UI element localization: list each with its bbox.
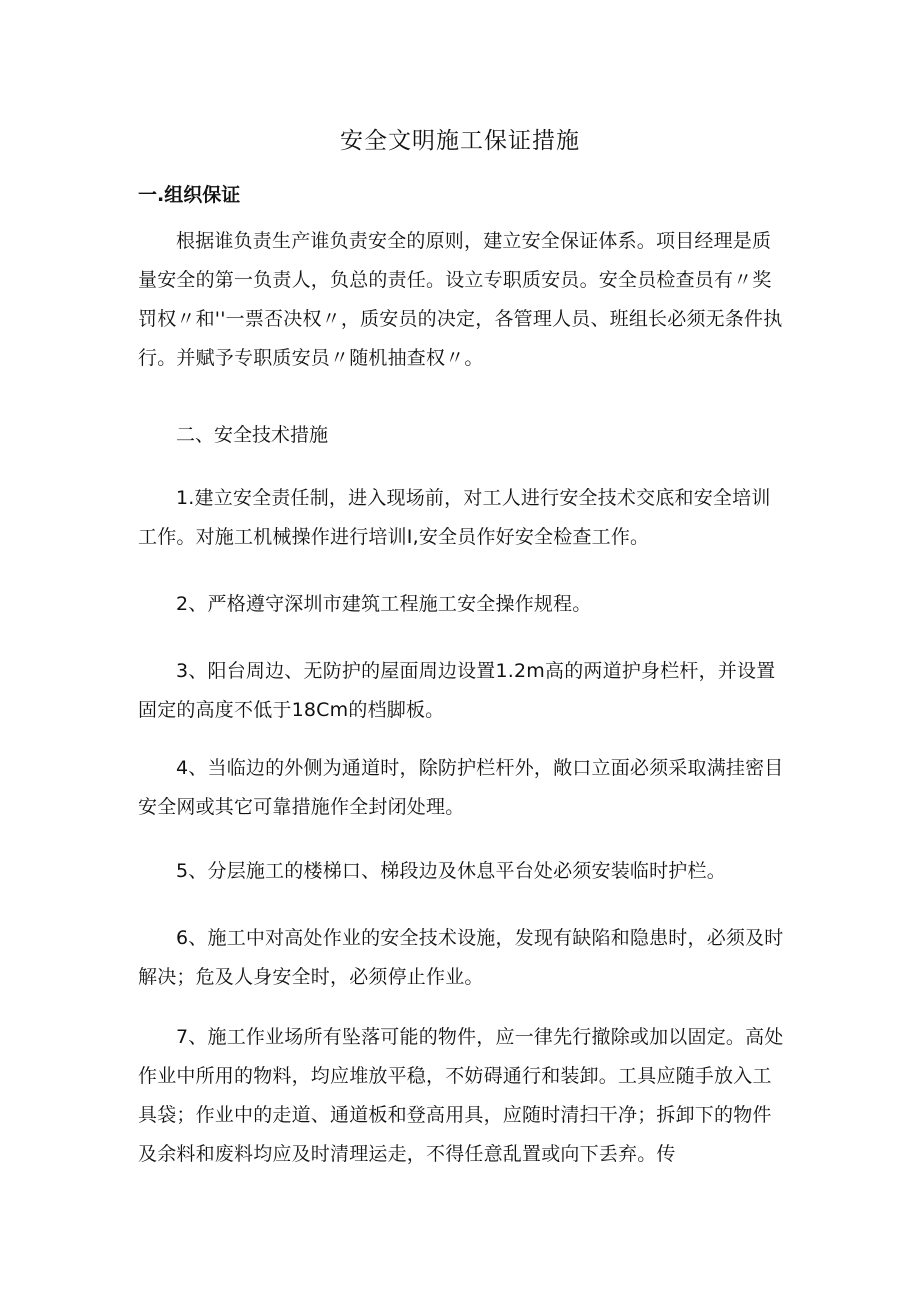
list-item-4: 4、当临边的外侧为通道时，除防护栏杆外，敞口立面必须采取满挂密目安全网或其它可靠措施作全封闭处理。: [138, 757, 784, 818]
section-heading-safety-tech: 二、安全技术措施: [176, 424, 329, 446]
list-item-5: 5、分层施工的楼梯口、梯段边及休息平台处必须安装临时护栏。: [176, 860, 726, 882]
list-item-1: 1.建立安全责任制，进入现场前，对工人进行安全技术交底和安全培训工作。对施工机械操作进行培训I,安全员作好安全检查工作。: [138, 487, 771, 548]
section-heading-organization: 一.组织保证: [138, 184, 241, 206]
list-item-7: 7、施工作业场所有坠落可能的物件，应一律先行撤除或加以固定。高处作业中所用的物料，均应堆放平稳，不妨碍通行和装卸。工具应随手放入工具袋；作业中的走道、通道板和登高用具，应随时清扫干净；拆卸下的物件及余料和废料均应及时清理运走，不得任意乱置或向下丢弃。传: [138, 1026, 784, 1165]
document-title: 安全文明施工保证措施: [340, 128, 580, 154]
list-item-6: 6、施工中对高处作业的安全技术设施，发现有缺陷和隐患时，必须及时解决；危及人身安全时，必须停止作业。: [138, 927, 784, 988]
paragraph-organization: 根据谁负责生产谁负责安全的原则，建立安全保证体系。项目经理是质量安全的第一负责人，负总的责任。设立专职质安员。安全员检查员有〃奖罚权〃和''一票否决权〃，质安员的决定，各管理人员、班组长必须无条件执行。并赋予专职质安员〃随机抽查权〃。: [138, 230, 783, 369]
list-item-3: 3、阳台周边、无防护的屋面周边设置1.2m高的两道护身栏杆，并设置固定的高度不低于18Cm的档脚板。: [138, 660, 776, 721]
list-item-2: 2、严格遵守深圳市建筑工程施工安全操作规程。: [176, 593, 592, 615]
